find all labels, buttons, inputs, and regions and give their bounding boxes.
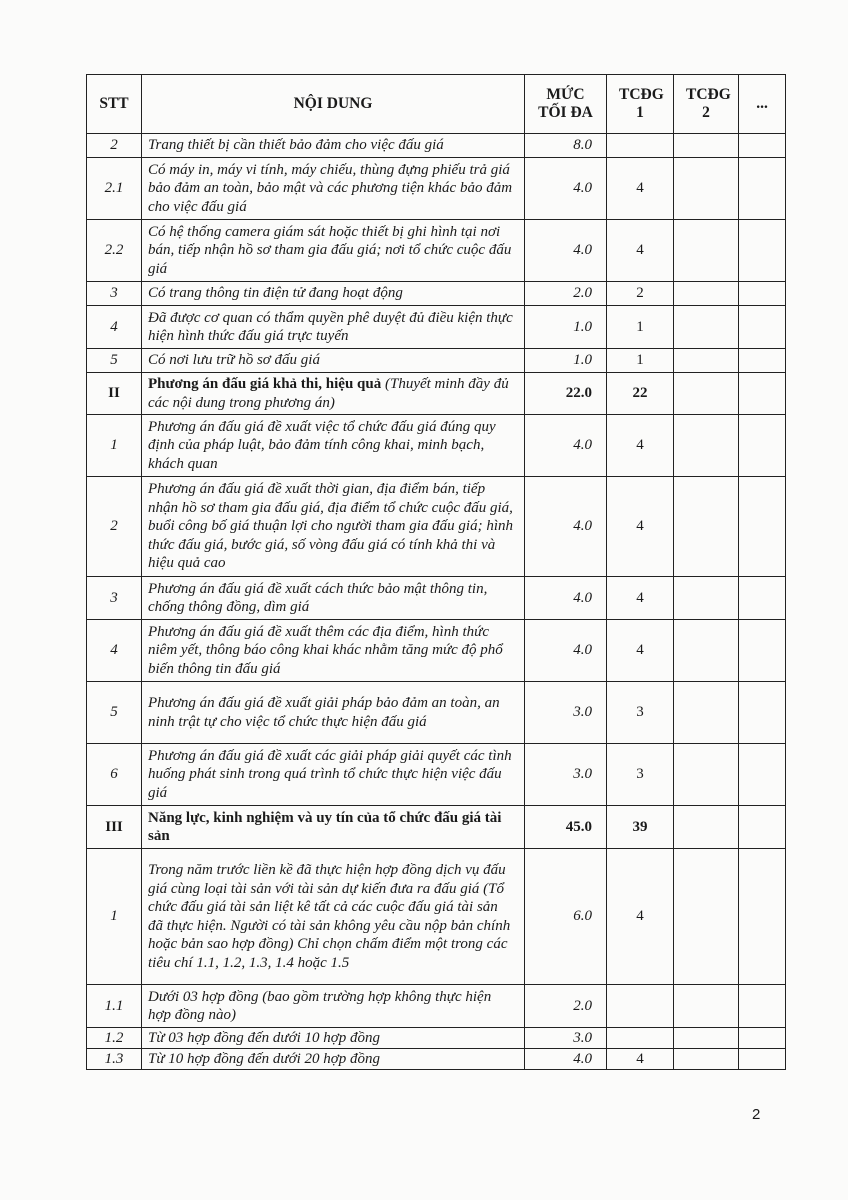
header-more: ... bbox=[739, 75, 786, 134]
header-content: NỘI DUNG bbox=[142, 75, 525, 134]
row-max-score: 2.0 bbox=[525, 282, 607, 306]
row-tcdg1-score: 4 bbox=[607, 220, 674, 282]
row-content: Từ 10 hợp đồng đến dưới 20 hợp đồng bbox=[142, 1049, 525, 1070]
row-max-score: 3.0 bbox=[525, 744, 607, 806]
row-tcdg1-score: 22 bbox=[607, 373, 674, 415]
row-content: Phương án đấu giá đề xuất giải pháp bảo đảm an toàn, an ninh trật tự cho việc tổ chức thực hiện đấu giá bbox=[142, 682, 525, 744]
row-max-score: 1.0 bbox=[525, 349, 607, 373]
row-stt: 1.2 bbox=[87, 1028, 142, 1049]
row-stt: 4 bbox=[87, 620, 142, 682]
row-more-cell bbox=[739, 134, 786, 158]
row-more-cell bbox=[739, 282, 786, 306]
row-tcdg1-score: 4 bbox=[607, 849, 674, 985]
row-tcdg2-score bbox=[674, 577, 739, 620]
row-stt: 2.1 bbox=[87, 158, 142, 220]
row-tcdg2-score bbox=[674, 682, 739, 744]
row-content: Có trang thông tin điện tử đang hoạt động bbox=[142, 282, 525, 306]
row-tcdg1-score bbox=[607, 985, 674, 1028]
header-tcdg2: TCĐG 2 bbox=[674, 75, 739, 134]
row-tcdg2-score bbox=[674, 373, 739, 415]
criteria-table bbox=[86, 74, 786, 1070]
row-tcdg2-score bbox=[674, 220, 739, 282]
table-row bbox=[87, 577, 786, 620]
row-content: Từ 03 hợp đồng đến dưới 10 hợp đồng bbox=[142, 1028, 525, 1049]
row-tcdg1-score: 4 bbox=[607, 1049, 674, 1070]
table-row bbox=[87, 477, 786, 577]
row-max-score: 6.0 bbox=[525, 849, 607, 985]
row-stt: 6 bbox=[87, 744, 142, 806]
row-tcdg1-score: 4 bbox=[607, 577, 674, 620]
row-stt: 3 bbox=[87, 577, 142, 620]
header-max-score: MỨC TỐI ĐA bbox=[525, 75, 607, 134]
row-max-score: 3.0 bbox=[525, 1028, 607, 1049]
row-max-score: 45.0 bbox=[525, 806, 607, 849]
table-row bbox=[87, 985, 786, 1028]
row-max-score: 4.0 bbox=[525, 477, 607, 577]
header-stt: STT bbox=[87, 75, 142, 134]
row-tcdg1-score: 39 bbox=[607, 806, 674, 849]
row-tcdg2-score bbox=[674, 349, 739, 373]
row-stt: 4 bbox=[87, 306, 142, 349]
row-content: Trang thiết bị cần thiết bảo đảm cho việc đấu giá bbox=[142, 134, 525, 158]
row-tcdg1-score: 2 bbox=[607, 282, 674, 306]
table-row bbox=[87, 1028, 786, 1049]
row-tcdg2-score bbox=[674, 744, 739, 806]
row-content: Trong năm trước liền kề đã thực hiện hợp đồng dịch vụ đấu giá cùng loại tài sản với tài sản dự kiến đưa ra đấu giá (Tổ chức đấu giá tài sản liệt kê tất cả các cuộc đấu giá tài sản đã thực hiện. Người có tài sản không yêu cầu nộp bản chính hoặc bản sao hợp đồng) Chỉ chọn chấm điểm một trong các tiêu chí 1.1, 1.2, 1.3, 1.4 hoặc 1.5 bbox=[142, 849, 525, 985]
table-row bbox=[87, 373, 786, 415]
criteria-table-container bbox=[86, 74, 785, 1070]
row-content: Phương án đấu giá đề xuất thời gian, địa điểm bán, tiếp nhận hồ sơ tham gia đấu giá, địa điểm tổ chức cuộc đấu giá, buổi công bố giá thuận lợi cho người tham gia đấu giá; hình thức đấu giá, bước giá, số vòng đấu giá có tính khả thi và hiệu quả cao bbox=[142, 477, 525, 577]
table-row bbox=[87, 282, 786, 306]
row-content bbox=[142, 373, 525, 415]
row-more-cell bbox=[739, 349, 786, 373]
row-tcdg2-score bbox=[674, 282, 739, 306]
row-more-cell bbox=[739, 373, 786, 415]
row-content: Có hệ thống camera giám sát hoặc thiết bị ghi hình tại nơi bán, tiếp nhận hồ sơ tham gia đấu giá; nơi tổ chức cuộc đấu giá bbox=[142, 220, 525, 282]
row-content: Phương án đấu giá đề xuất việc tổ chức đấu giá đúng quy định của pháp luật, bảo đảm tính công khai, minh bạch, khách quan bbox=[142, 415, 525, 477]
row-more-cell bbox=[739, 806, 786, 849]
row-max-score: 4.0 bbox=[525, 1049, 607, 1070]
row-tcdg2-score bbox=[674, 158, 739, 220]
row-tcdg2-score bbox=[674, 806, 739, 849]
row-tcdg2-score bbox=[674, 620, 739, 682]
row-tcdg2-score bbox=[674, 1049, 739, 1070]
row-tcdg1-score bbox=[607, 134, 674, 158]
row-stt: 1 bbox=[87, 849, 142, 985]
row-more-cell bbox=[739, 220, 786, 282]
row-content: Phương án đấu giá đề xuất cách thức bảo mật thông tin, chống thông đồng, dìm giá bbox=[142, 577, 525, 620]
row-max-score: 8.0 bbox=[525, 134, 607, 158]
table-row bbox=[87, 134, 786, 158]
row-stt: 5 bbox=[87, 349, 142, 373]
row-content: Dưới 03 hợp đồng (bao gồm trường hợp không thực hiện hợp đồng nào) bbox=[142, 985, 525, 1028]
row-tcdg1-score: 3 bbox=[607, 682, 674, 744]
row-tcdg2-score bbox=[674, 415, 739, 477]
table-row bbox=[87, 620, 786, 682]
table-row bbox=[87, 744, 786, 806]
table-row bbox=[87, 158, 786, 220]
row-content: Có máy in, máy vi tính, máy chiếu, thùng đựng phiếu trả giá bảo đảm an toàn, bảo mật và các phương tiện khác bảo đảm cho việc đấu giá bbox=[142, 158, 525, 220]
row-stt: 1 bbox=[87, 415, 142, 477]
row-tcdg1-score: 4 bbox=[607, 477, 674, 577]
row-content: Phương án đấu giá đề xuất các giải pháp giải quyết các tình huống phát sinh trong quá trình tổ chức thực hiện việc đấu giá bbox=[142, 744, 525, 806]
row-tcdg2-score bbox=[674, 306, 739, 349]
row-tcdg2-score bbox=[674, 985, 739, 1028]
header-tcdg1: TCĐG 1 bbox=[607, 75, 674, 134]
row-tcdg1-score: 3 bbox=[607, 744, 674, 806]
row-content-heading: Năng lực, kinh nghiệm và uy tín của tổ chức đấu giá tài sản bbox=[148, 809, 502, 844]
row-max-score: 4.0 bbox=[525, 577, 607, 620]
table-row bbox=[87, 415, 786, 477]
row-max-score: 4.0 bbox=[525, 620, 607, 682]
row-more-cell bbox=[739, 306, 786, 349]
row-more-cell bbox=[739, 682, 786, 744]
row-content: Có nơi lưu trữ hồ sơ đấu giá bbox=[142, 349, 525, 373]
table-row bbox=[87, 806, 786, 849]
row-stt: III bbox=[87, 806, 142, 849]
row-max-score: 4.0 bbox=[525, 220, 607, 282]
row-more-cell bbox=[739, 577, 786, 620]
row-max-score: 3.0 bbox=[525, 682, 607, 744]
row-more-cell bbox=[739, 849, 786, 985]
row-stt: 1.1 bbox=[87, 985, 142, 1028]
row-more-cell bbox=[739, 1049, 786, 1070]
row-stt: II bbox=[87, 373, 142, 415]
row-more-cell bbox=[739, 1028, 786, 1049]
row-max-score: 2.0 bbox=[525, 985, 607, 1028]
row-max-score: 1.0 bbox=[525, 306, 607, 349]
row-more-cell bbox=[739, 744, 786, 806]
row-content bbox=[142, 806, 525, 849]
table-row bbox=[87, 349, 786, 373]
row-tcdg1-score: 4 bbox=[607, 415, 674, 477]
row-max-score: 22.0 bbox=[525, 373, 607, 415]
row-tcdg2-score bbox=[674, 477, 739, 577]
row-stt: 2.2 bbox=[87, 220, 142, 282]
row-stt: 3 bbox=[87, 282, 142, 306]
row-max-score: 4.0 bbox=[525, 158, 607, 220]
row-tcdg1-score: 4 bbox=[607, 620, 674, 682]
row-stt: 2 bbox=[87, 477, 142, 577]
row-tcdg1-score: 4 bbox=[607, 158, 674, 220]
table-header-row bbox=[87, 75, 786, 134]
table-row bbox=[87, 1049, 786, 1070]
row-tcdg1-score: 1 bbox=[607, 306, 674, 349]
row-content: Đã được cơ quan có thẩm quyền phê duyệt đủ điều kiện thực hiện hình thức đấu giá trực tuyến bbox=[142, 306, 525, 349]
row-content-heading: Phương án đấu giá khả thi, hiệu quả bbox=[148, 376, 385, 392]
row-more-cell bbox=[739, 158, 786, 220]
table-row bbox=[87, 220, 786, 282]
row-tcdg2-score bbox=[674, 1028, 739, 1049]
row-tcdg1-score bbox=[607, 1028, 674, 1049]
row-more-cell bbox=[739, 477, 786, 577]
table-row bbox=[87, 306, 786, 349]
row-more-cell bbox=[739, 620, 786, 682]
row-more-cell bbox=[739, 415, 786, 477]
row-content: Phương án đấu giá đề xuất thêm các địa điểm, hình thức niêm yết, thông báo công khai khác nhằm tăng mức độ phổ biến thông tin đấu giá bbox=[142, 620, 525, 682]
table-row bbox=[87, 849, 786, 985]
row-stt: 1.3 bbox=[87, 1049, 142, 1070]
row-content-note: (Thuyết minh đầy đủ các nội dung trong phương án) bbox=[148, 376, 509, 411]
table-row bbox=[87, 682, 786, 744]
row-tcdg1-score: 1 bbox=[607, 349, 674, 373]
row-tcdg2-score bbox=[674, 134, 739, 158]
row-stt: 5 bbox=[87, 682, 142, 744]
row-stt: 2 bbox=[87, 134, 142, 158]
row-tcdg2-score bbox=[674, 849, 739, 985]
row-max-score: 4.0 bbox=[525, 415, 607, 477]
row-more-cell bbox=[739, 985, 786, 1028]
page-number: 2 bbox=[752, 1106, 761, 1123]
